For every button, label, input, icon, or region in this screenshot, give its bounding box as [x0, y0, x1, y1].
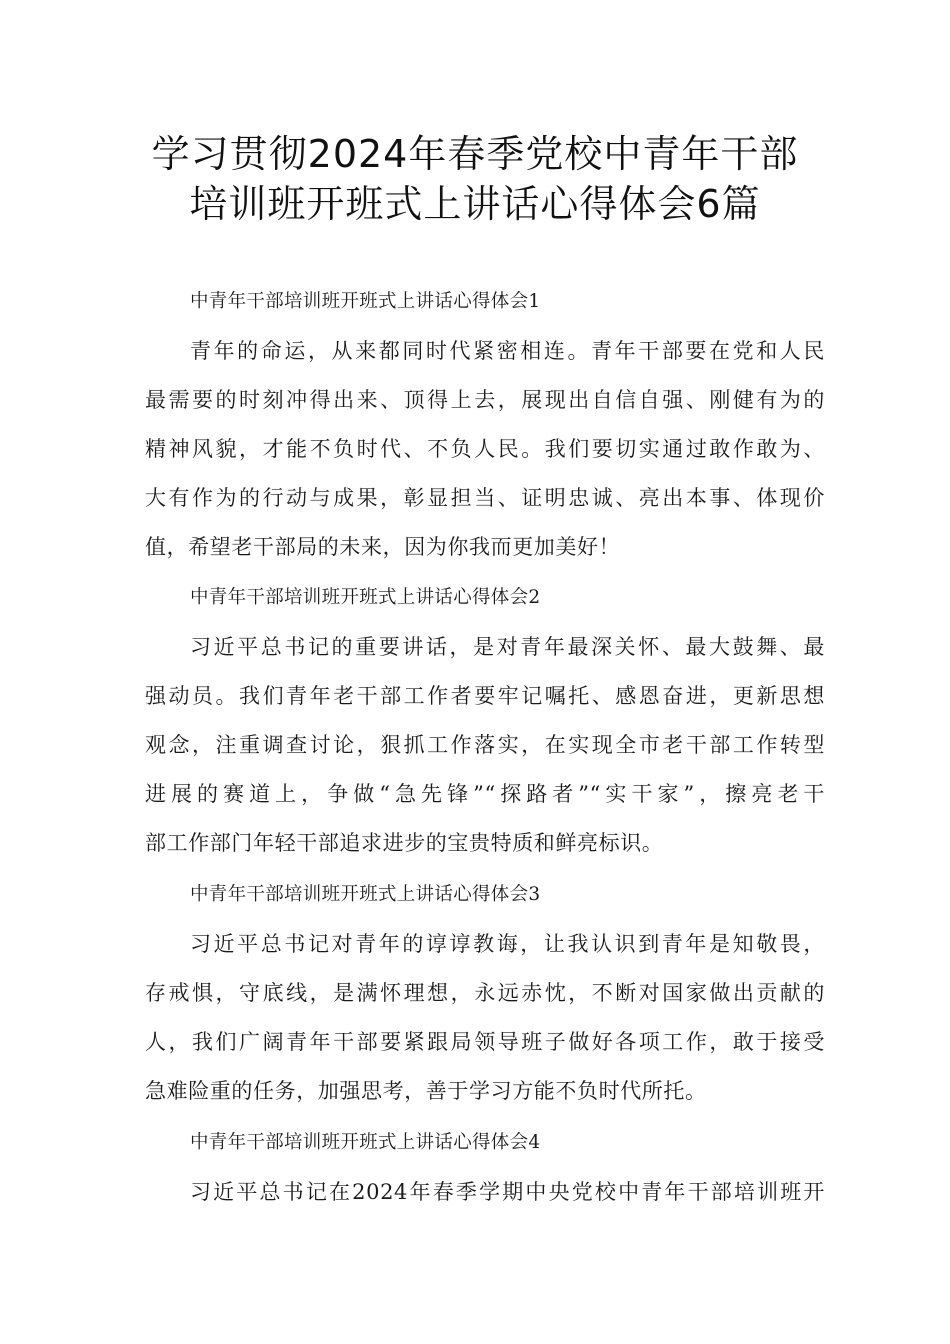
paragraph-line: 存戒惧，守底线，是满怀理想，永远赤忱，不断对国家做出贡献的 — [145, 981, 825, 1005]
paragraph-line: 习近平总书记的重要讲话，是对青年最深关怀、最大鼓舞、最 — [190, 635, 825, 659]
section-heading-3: 中青年干部培训班开班式上讲话心得体会3 — [190, 884, 541, 905]
paragraph-line: 进展的赛道上，争做“急先锋”“探路者”“实干家”，擦亮老干 — [145, 782, 825, 806]
paragraph-line: 习近平总书记在2024年春季学期中央党校中青年干部培训班开 — [190, 1180, 825, 1204]
paragraph-line: 精神风貌，才能不负时代、不负人民。我们要切实通过敢作敢为、 — [145, 437, 825, 461]
paragraph-line: 观念，注重调查讨论，狠抓工作落实，在实现全市老干部工作转型 — [145, 733, 825, 757]
paragraph-line: 青年的命运，从来都同时代紧密相连。青年干部要在党和人民 — [190, 339, 825, 363]
paragraph-line: 大有作为的行动与成果，彰显担当、证明忠诚、亮出本事、体现价 — [145, 486, 825, 510]
section-heading-2: 中青年干部培训班开班式上讲话心得体会2 — [190, 587, 541, 608]
paragraph-line: 部工作部门年轻干部追求进步的宝贵特质和鲜亮标识。 — [145, 831, 664, 855]
paragraph-line: 值，希望老干部局的未来，因为你我而更加美好！ — [145, 535, 621, 559]
section-heading-1: 中青年干部培训班开班式上讲话心得体会1 — [190, 291, 541, 312]
paragraph-line: 强动员。我们青年老干部工作者要牢记嘱托、感恩奋进，更新思想 — [145, 684, 825, 708]
section-heading-4: 中青年干部培训班开班式上讲话心得体会4 — [190, 1132, 541, 1153]
document-title-line-1: 学习贯彻2024年春季党校中青年干部 — [151, 132, 799, 176]
paragraph-line: 人，我们广阔青年干部要紧跟局领导班子做好各项工作，敢于接受 — [145, 1030, 825, 1054]
paragraph-line: 习近平总书记对青年的谆谆教诲，让我认识到青年是知敬畏， — [190, 932, 825, 956]
paragraph-line: 最需要的时刻冲得出来、顶得上去，展现出自信自强、刚健有为的 — [145, 388, 825, 412]
paragraph-line: 急难险重的任务，加强思考，善于学习方能不负时代所托。 — [145, 1079, 707, 1103]
document-title-line-2: 培训班开班式上讲话心得体会6篇 — [189, 182, 761, 226]
